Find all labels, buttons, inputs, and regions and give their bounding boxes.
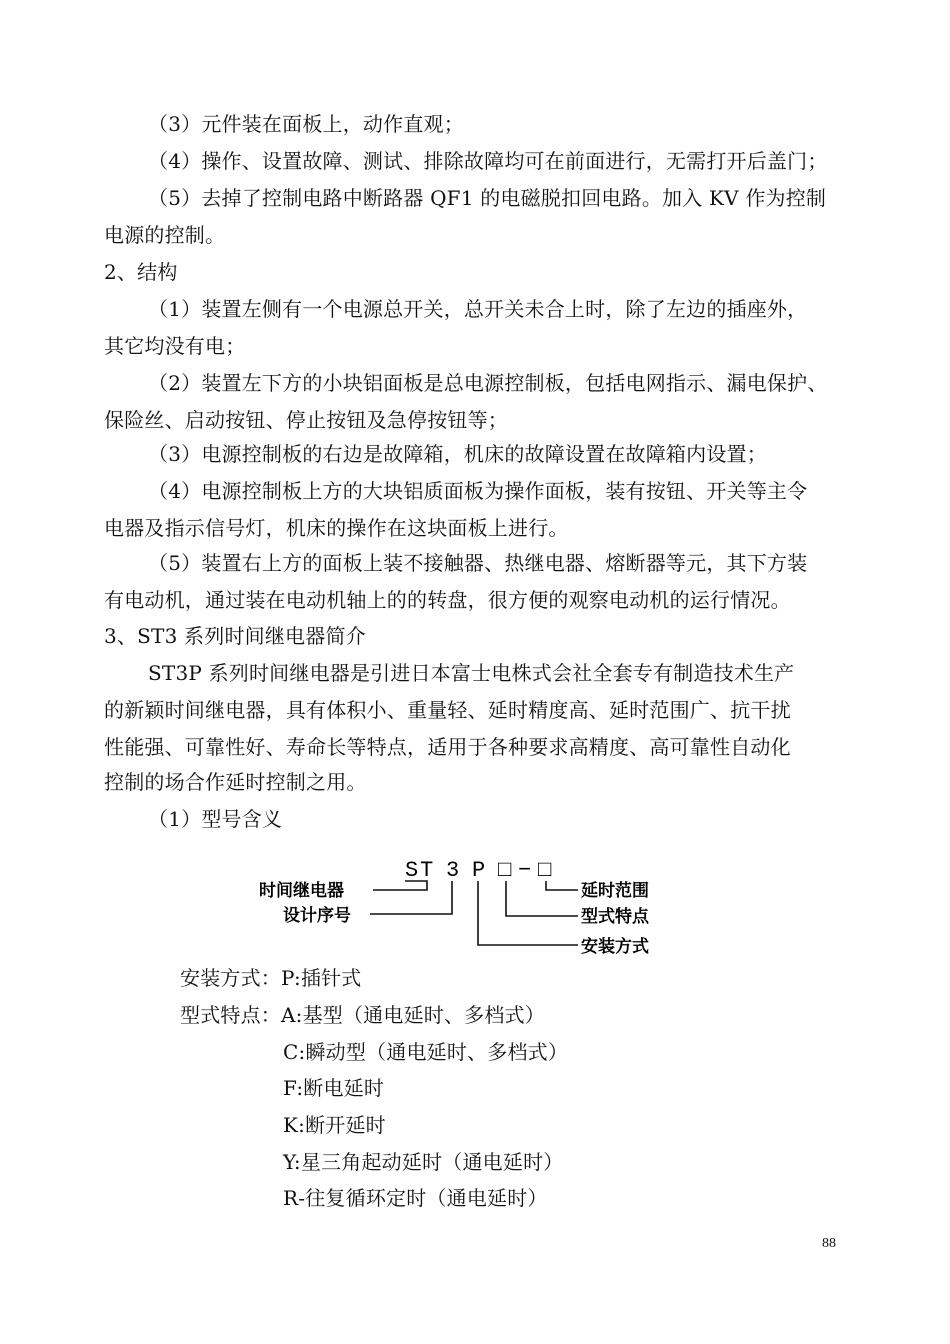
feature-option: R-往复循环定时（通电延时） [283,1186,548,1210]
code-box-2: □ [538,858,552,883]
paragraph-line: ST3P 系列时间继电器是引进日本富士电株式会社全套专有制造技术生产 [148,661,795,685]
label-feature: 型式特点 [581,907,649,927]
page-number: 88 [822,1236,836,1251]
paragraph-line: （3）元件装在面板上，动作直观； [148,112,464,136]
code-box-1: □ [498,858,512,883]
section-heading: 2、结构 [104,260,178,284]
paragraph-line: 性能强、可靠性好、寿命长等特点，适用于各种要求高精度、高可靠性自动化 [104,735,791,759]
paragraph-line: （5）装置右上方的面板上装不接触器、热继电器、熔断器等元，其下方装 [148,551,808,575]
feature-option: 型式特点：A:基型（通电延时、多档式） [180,1003,545,1027]
code-char-t: T [420,858,434,883]
paragraph-line: 控制的场合作延时控制之用。 [104,770,367,794]
paragraph-line: （5）去掉了控制电路中断路器 QF1 的电磁脱扣回电路。加入 KV 作为控制 [148,186,827,210]
code-char-3: 3 [446,858,460,883]
feature-option: F:断电延时 [283,1076,385,1100]
code-dash: − [518,858,532,883]
feature-option: Y:星三角起动延时（通电延时） [283,1150,564,1174]
subheading: （1）型号含义 [148,807,283,831]
paragraph-line: （4）电源控制板上方的大块铝质面板为操作面板，装有按钮、开关等主令 [148,479,808,503]
paragraph-line: （4）操作、设置故障、测试、排除故障均可在前面进行，无需打开后盖门； [148,149,828,173]
feature-option: K:断开延时 [283,1113,386,1137]
connector-relay [373,881,427,890]
paragraph-line: 其它均没有电； [104,334,246,358]
code-char-p: P [472,858,486,883]
paragraph-line: （1）装置左侧有一个电源总开关，总开关未合上时，除了左边的插座外， [148,297,808,321]
diagram-connectors [370,881,578,945]
section-heading: 3、ST3 系列时间继电器简介 [104,624,366,648]
label-design: 设计序号 [283,906,351,926]
paragraph-line: （2）装置左下方的小块铝面板是总电源控制板，包括电网指示、漏电保护、 [148,371,828,395]
paragraph-line: 电源的控制。 [104,223,226,247]
code-char-s: S [405,858,419,883]
paragraph-line: 保险丝、启动按钮、停止按钮及急停按钮等； [104,408,508,432]
paragraph-line: 电器及指示信号灯，机床的操作在这块面板上进行。 [104,516,569,540]
connector-feature [506,881,578,916]
label-install: 安装方式 [581,937,649,957]
install-option: 安装方式：P:插针式 [180,966,362,990]
feature-option: C:瞬动型（通电延时、多档式） [283,1040,569,1064]
paragraph-line: （3）电源控制板的右边是故障箱，机床的故障设置在故障箱内设置； [148,442,767,466]
model-code-diagram [255,850,675,965]
label-relay: 时间继电器 [259,881,344,901]
paragraph-line: 的新颖时间继电器，具有体积小、重量轻、延时精度高、延时范围广、抗干扰 [104,698,791,722]
paragraph-line: 有电动机，通过装在电动机轴上的的转盘，很方便的观察电动机的运行情况。 [104,588,791,612]
label-range: 延时范围 [581,881,649,901]
connector-design [370,881,452,914]
